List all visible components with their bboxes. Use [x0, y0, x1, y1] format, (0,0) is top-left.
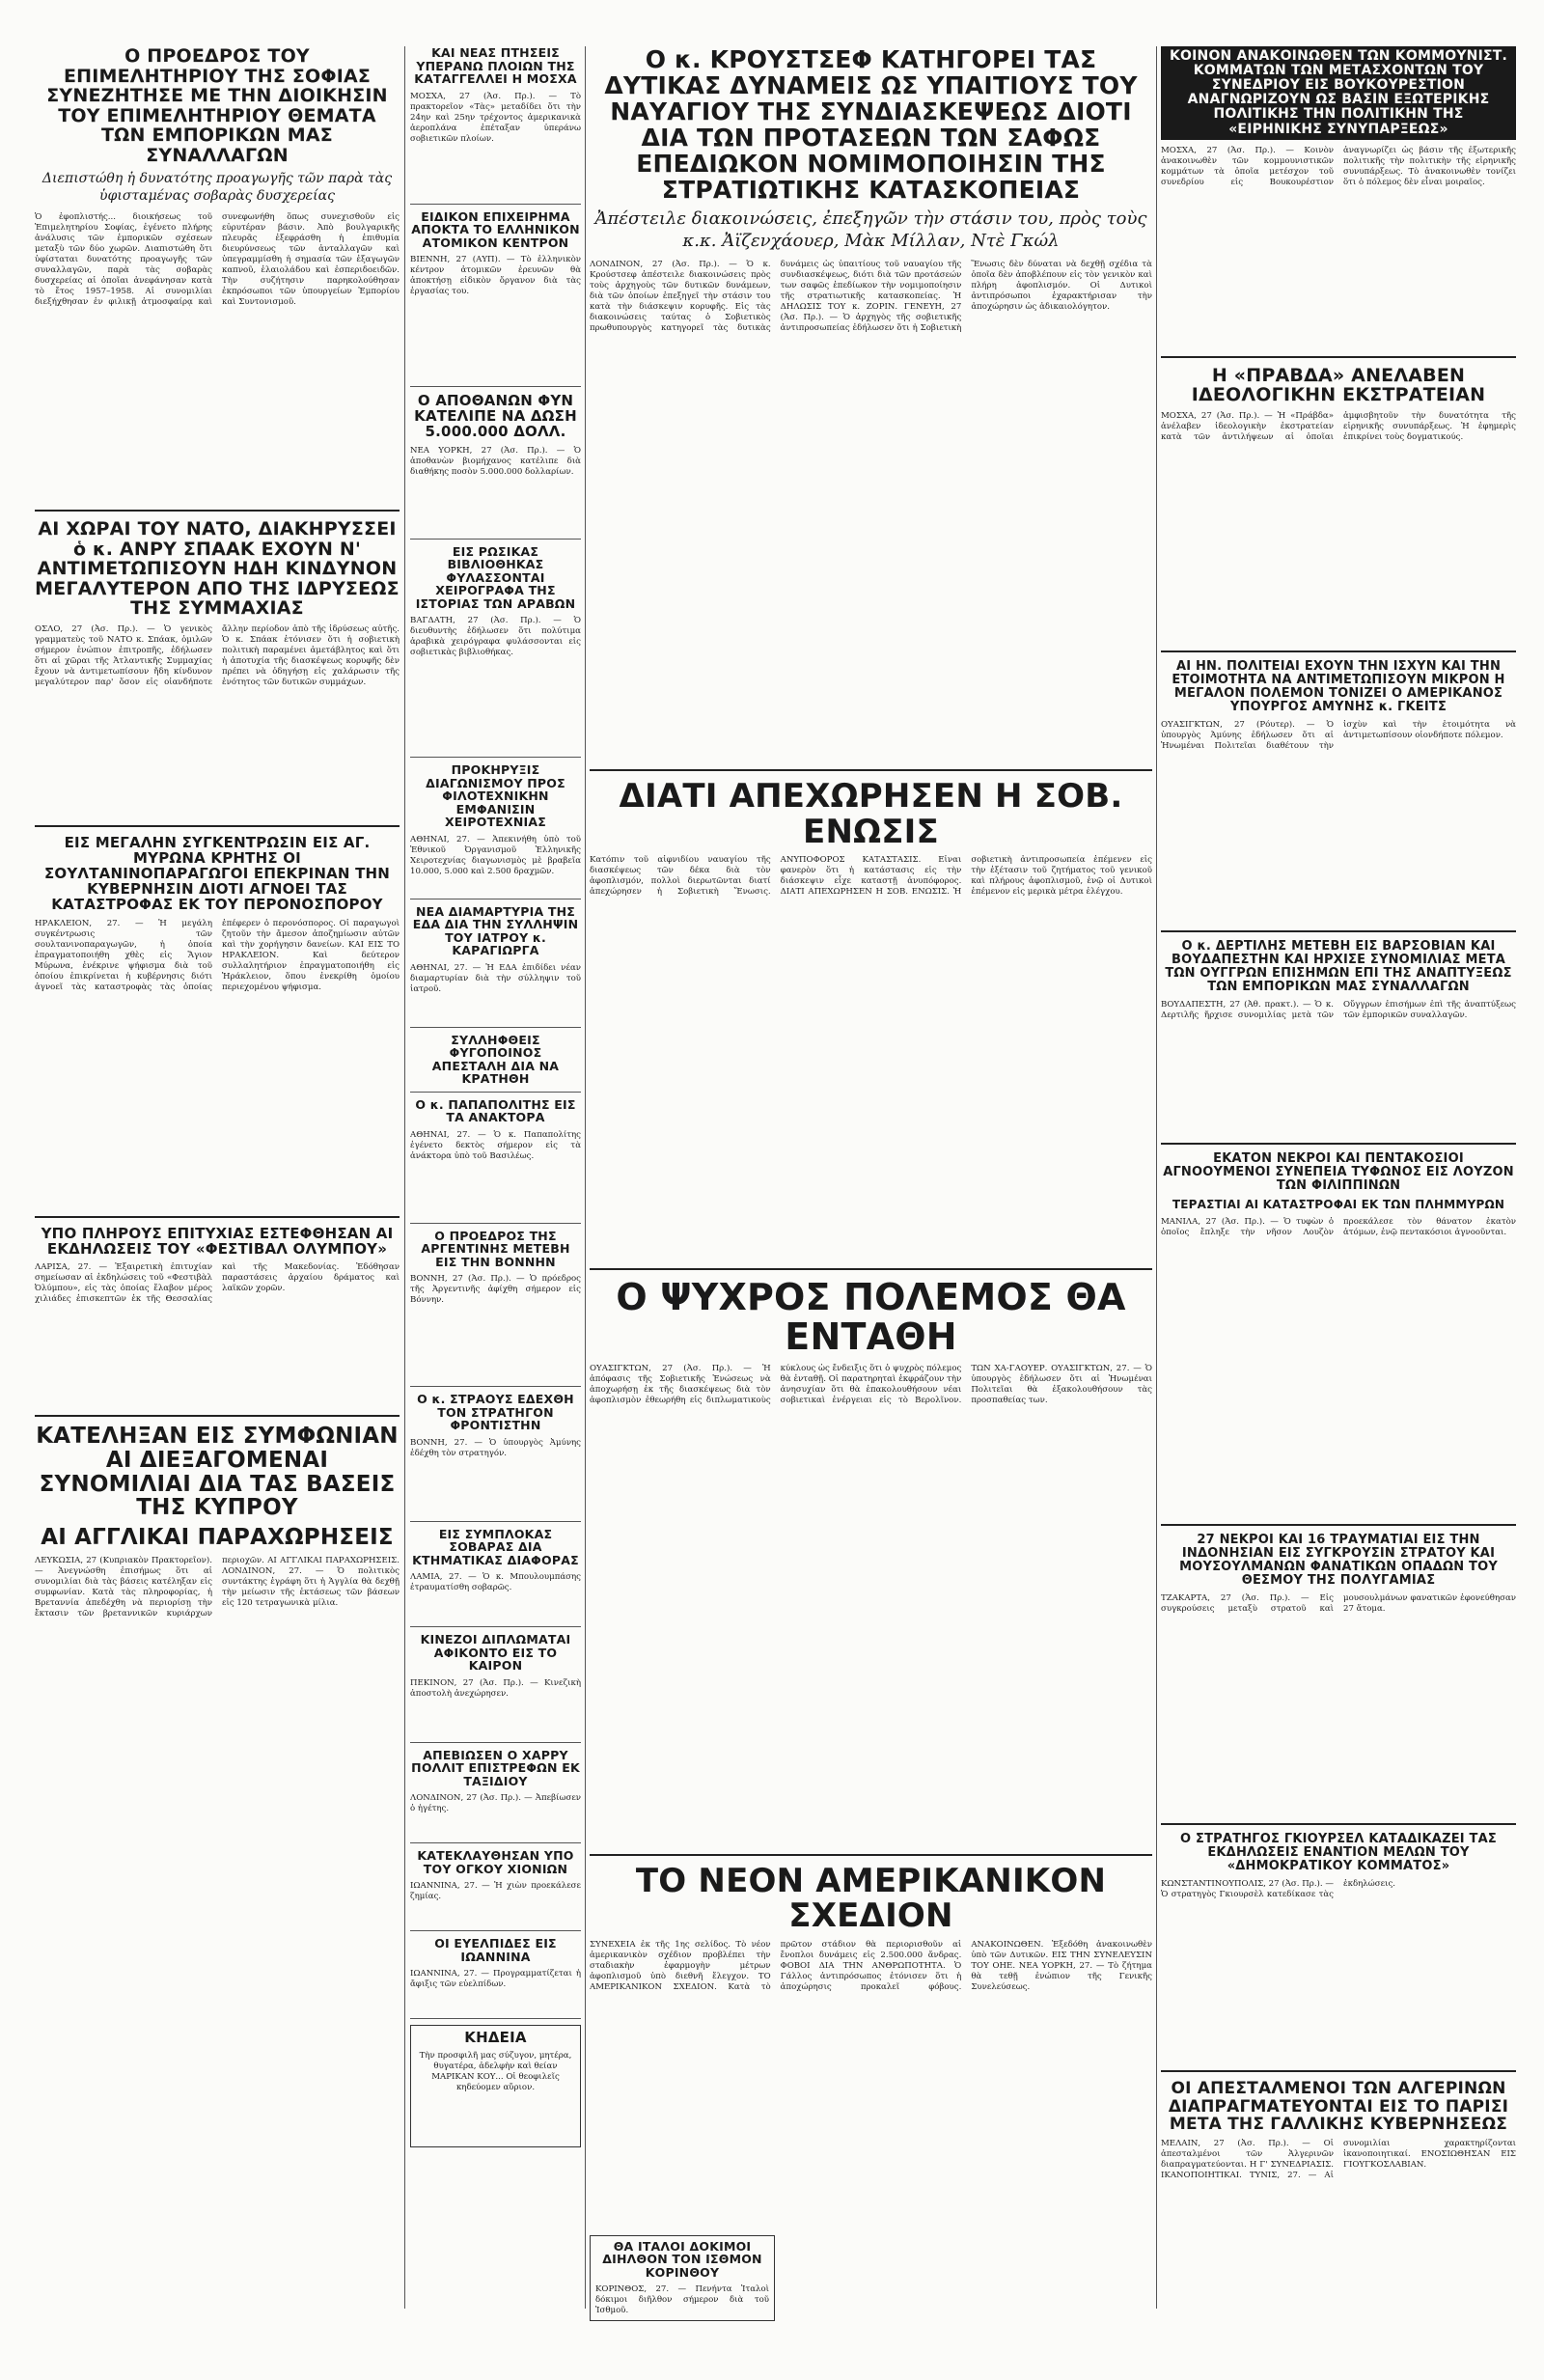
article-festival-body: ΛΑΡΙΣΑ, 27. — Ἐξαιρετικὴ ἐπιτυχίαν σημείωσαν αἱ ἐκδηλώσεις τοῦ «Φεστιβὰλ Ὀλύμπου», εἰς τὰς ὁποίας ἔλαβον μέρος χιλιάδες ἐπισκεπτῶν ἐκ τῆς Θεσσαλίας καὶ τῆς Μακεδονίας. Ἐδόθησαν παραστάσεις ἀρχαίου δράματος καὶ λαϊκῶν χορῶν. [35, 1261, 400, 1304]
headline-nato-spaak: ΑΙ ΧΩΡΑΙ ΤΟΥ ΝΑΤΟ, ΔΙΑΚΗΡΥΣΣΕΙ ὁ κ. ΑΝΡΥ ΣΠΑΑΚ ΕΧΟΥΝ Ν' ΑΝΤΙΜΕΤΩΠΙΣΟΥΝ ΗΔΗ ΚΙΝΔΥΝΟΝ ΜΕΓΑΛΥΤΕΡΟΝ ΑΠΟ ΤΗΣ ΙΔΡΥΣΕΩΣ ΤΗΣ ΣΥΜΜΑΧΙΑΣ [35, 518, 400, 620]
article-papapolitis-body: ΑΘΗΝΑΙ, 27. — Ὁ κ. Παπαπολίτης ἐγένετο δεκτὸς σήμερον εἰς τὰ ἀνάκτορα ὑπὸ τοῦ Βασιλέως. [410, 1129, 581, 1161]
headline-crete-growers: ΕΙΣ ΜΕΓΑΛΗΝ ΣΥΓΚΕΝΤΡΩΣΙΝ ΕΙΣ ΑΓ. ΜΥΡΩΝΑ ΚΡΗΤΗΣ ΟΙ ΣΟΥΛΤΑΝΙΝΟΠΑΡΑΓΩΓΟΙ ΕΠΕΚΡΙΝΑΝ ΤΗΝ ΚΥΒΕΡΝΗΣΙΝ ΔΙΟΤΙ ΑΓΝΟΕΙ ΤΑΣ ΚΑΤΑΣΤΡΟΦΑΣ ΕΚ ΤΟΥ ΠΕΡΟΝΟΣΠΟΡΟΥ [43, 833, 391, 914]
headline-italian-cadets: ΘΑ ΙΤΑΛΟΙ ΔΟΚΙΜΟΙ ΔΙΗΛΘΟΝ ΤΟΝ ΙΣΘΜΟΝ ΚΟΡΙΝΘΟΥ [602, 2238, 762, 2280]
divider [35, 1216, 400, 1218]
divider [410, 204, 581, 205]
headline-arab-manuscripts: ΕΙΣ ΡΩΣΙΚΑΣ ΒΙΒΛΙΟΘΗΚΑΣ ΦΥΛΑΣΣΟΝΤΑΙ ΧΕΙΡΟΓΡΑΦΑ ΤΗΣ ΙΣΤΟΡΙΑΣ ΤΩΝ ΑΡΑΒΩΝ [415, 543, 576, 611]
headline-land-dispute: ΕΙΣ ΣΥΜΠΛΟΚΑΣ ΣΟΒΑΡΑΣ ΔΙΑ ΚΤΗΜΑΤΙΚΑΣ ΔΙΑΦΟΡΑΣ [412, 1526, 579, 1567]
divider [1161, 650, 1516, 652]
divider [410, 539, 581, 540]
article-eda-body: ΑΘΗΝΑΙ, 27. — Ἡ ΕΔΑ ἐπιδίδει νέαν διαμαρτυρίαν διὰ τὴν σύλληψιν τοῦ ἰατροῦ. [410, 962, 581, 994]
article-withdrawal-body: Κατόπιν τοῦ αἰφνιδίου ναυαγίου τῆς διασκέψεως τῶν δέκα διὰ τὸν ἀφοπλισμόν, πολλοὶ διερωτῶνται διατί ἀπεχώρησεν ἡ Σοβιετικὴ Ἕνωσις. ΑΝΥΠΟΦΟΡΟΣ ΚΑΤΑΣΤΑΣΙΣ. Εἶναι φανερὸν ὅτι ἡ κατάστασις εἰς τὴν διάσκεψιν εἶχε καταστῇ ἀνυπόφορος. ΔΙΑΤΙ ΑΠΕΧΩΡΗΣΕΝ Η ΣΟΒ. ΕΝΩΣΙΣ. Ἡ σοβιετικὴ ἀντιπροσωπεία ἐπέμενεν εἰς τὴν ἐξέτασιν τοῦ ζητήματος τοῦ γενικοῦ καὶ πλήρους ἀφοπλισμοῦ, ἐνῷ οἱ Δυτικοὶ ἐπέμενον εἰς μερικὰ μέτρα ἐλέγχου. [590, 855, 1152, 898]
column-4 [1161, 46, 1516, 2309]
divider [1161, 930, 1516, 932]
headline-bequest: Ο ΑΠΟΘΑΝΩΝ ΦΥΝ ΚΑΤΕΛΙΠΕ ΝΑ ΔΩΣΗ 5.000.000 ΔΟΛΛ. [414, 392, 577, 441]
divider [410, 1223, 581, 1224]
article-cadets-body: ΙΩΑΝΝΙΝΑ, 27. — Προγραμματίζεται ἡ ἄφιξις τῶν εὐελπίδων. [410, 1969, 581, 1990]
article-cold-war-body: ΟΥΑΣΙΓΚΤΩΝ, 27 (Ἀσ. Πρ.). — Ἡ ἀπόφασις τῆς Σοβιετικῆς Ἑνώσεως νὰ ἀποχωρήσῃ ἐκ τῆς διασκέψεως διὰ τὸν ἀφοπλισμὸν ἐθεωρήθη εἰς διπλωματικοὺς κύκλους ὡς ἔνδειξις ὅτι ὁ ψυχρὸς πόλεμος θὰ ἐνταθῇ. Οἱ παρατηρηταὶ ἐκφράζουν τὴν ἀνησυχίαν ὅτι θὰ ἐπακολουθήσουν νέαι σοβιετικαὶ ἐνέργειαι εἰς τὸ Βερολῖνον. ΤΩΝ ΧΑ-ΓΑΟΥΕΡ. ΟΥΑΣΙΓΚΤΩΝ, 27. — Ὁ ὑπουργὸς ἐδήλωσεν ὅτι αἱ Ἡνωμέναι Πολιτεῖαι θὰ ἐξακολουθήσουν τὰς προσπαθείας των. [590, 1363, 1152, 1405]
subheadline-sofia: Διεπιστώθη ἡ δυνατότης προαγωγῆς τῶν παρὰ τὰς ὑφισταμένας σοβαρὰς δυσχερείας [41, 171, 393, 204]
headline-us-defense: ΑΙ ΗΝ. ΠΟΛΙΤΕΙΑΙ ΕΧΟΥΝ ΤΗΝ ΙΣΧΥΝ ΚΑΙ ΤΗΝ ΕΤΟΙΜΟΤΗΤΑ ΝΑ ΑΝΤΙΜΕΤΩΠΙΣΟΥΝ ΜΙΚΡΟΝ Η ΜΕΓΑΛΟΝ ΠΟΛΕΜΟΝ ΤΟΝΙΖΕΙ Ο ΑΜΕΡΙΚΑΝΟΣ ΥΠΟΥΡΓΟΣ ΑΜΥΝΗΣ κ. ΓΚΕΙΤΣ [1172, 658, 1505, 714]
column-1 [35, 46, 400, 2309]
divider [410, 1626, 581, 1627]
article-diplomats-body: ΠΕΚΙΝΟΝ, 27 (Ἀσ. Πρ.). — Κινεζικὴ ἀποστολὴ ἀνεχώρησεν. [410, 1677, 581, 1699]
article-italian-cadets-body: ΚΟΡΙΝΘΟΣ, 27. — Πενήντα Ἰταλοὶ δόκιμοι διῆλθον σήμερον διὰ τοῦ Ἰσθμοῦ. [595, 2284, 769, 2316]
divider [410, 757, 581, 758]
headline-papapolitis: Ο κ. ΠΑΠΑΠΟΛΙΤΗΣ ΕΙΣ ΤΑ ΑΝΑΚΤΟΡΑ [415, 1096, 576, 1125]
article-contest-body: ΑΘΗΝΑΙ, 27. — Ἀπεκινήθη ὑπὸ τοῦ Ἐθνικοῦ Ὀργανισμοῦ Ἑλληνικῆς Χειροτεχνίας διαγωνισμὸς μὲ βραβεῖα 10.000, 5.000 καὶ 2.500 δραχμῶν. [410, 834, 581, 876]
divider [35, 825, 400, 827]
headline-typhoon-luzon: ΕΚΑΤΟΝ ΝΕΚΡΟΙ ΚΑΙ ΠΕΝΤΑΚΟΣΙΟΙ ΑΓΝΟΟΥΜΕΝΟΙ ΣΥΝΕΠΕΙΑ ΤΥΦΩΝΟΣ ΕΙΣ ΛΟΥΖΟΝ ΤΩΝ ΦΙΛΙΠΠΙΝΩΝ [1163, 1150, 1514, 1193]
funeral-notice [410, 2025, 581, 2147]
article-algerians-body: ΜΕΛΑΙΝ, 27 (Ἀσ. Πρ.). — Οἱ ἀπεσταλμένοι τῶν Ἀλγερινῶν διαπραγματεύονται. Η Γ' ΣΥΝΕΔΡΙΑΣΙΣ. ΙΚΑΝΟΠΟΙΗΤΙΚΑΙ. ΤΥΝΙΣ, 27. — Αἱ συνομιλίαι χαρακτηρίζονται ἱκανοποιητικαί. ΕΝΟΣΙΩΘΗΣΑΝ ΕΙΣ ΓΙΟΥΓΚΟΣΛΑΒΙΑΝ. [1161, 2139, 1516, 2181]
article-pravda-body: ΜΟΣΧΑ, 27 (Ἀσ. Πρ.). — Ἡ «Πράβδα» ἀνέλαβεν ἰδεολογικὴν ἐκστρατείαν κατὰ τῶν ἀντιλήψεων αἱ ὁποῖαι ἀμφισβητοῦν τὴν δυνατότητα τῆς εἰρηνικῆς συνυπάρξεως. Ἡ ἐφημερὶς ἐπικρίνει τοὺς δογματικούς. [1161, 410, 1516, 442]
divider [1161, 1823, 1516, 1825]
divider [410, 1027, 581, 1028]
funeral-title: ΚΗΔΕΙΑ [464, 2029, 527, 2047]
subheadline-khrushchev: Ἀπέστειλε διακοινώσεις, ἐπεξηγῶν τὴν στάσιν του, πρὸς τοὺς κ.κ. Ἀϊζενχάουερ, Μὰκ Μίλλαν, Ντὲ Γκώλ [594, 208, 1147, 251]
article-khrushchev-body: ΛΟΝΔΙΝΟΝ, 27 (Ἀσ. Πρ.). — Ὁ κ. Κρούστσεφ ἀπέστειλε διακοινώσεις πρὸς τοὺς ἀρχηγοὺς τῶν δυτικῶν δυνάμεων, διὰ τῶν ὁποίων ἐπεξηγεῖ τὴν στάσιν του κατὰ τὴν διάσκεψιν κορυφῆς. Εἰς τὰς διακοινώσεις ταύτας ὁ Σοβιετικὸς πρωθυπουργὸς κατηγορεῖ τὰς δυτικὰς δυνάμεις ὡς ὑπαιτίους τοῦ ναυαγίου τῆς συνδιασκέψεως, διότι διὰ τῶν προτάσεών των σαφῶς ἐπεδίωκον τὴν νομιμοποίησιν τῆς στρατιωτικῆς κατασκοπείας. Ἡ ΔΗΛΩΣΙΣ ΤΟΥ κ. ΖΟΡΙΝ. ΓΕΝΕΥΗ, 27 (Ἀσ. Πρ.). — Ὁ ἀρχηγὸς τῆς σοβιετικῆς ἀντιπροσωπείας ἐδήλωσεν ὅτι ἡ Σοβιετικὴ Ἕνωσις δὲν δύναται νὰ δεχθῇ σχέδια τὰ ὁποῖα δὲν ἀποβλέπουν εἰς τὸν γενικὸν καὶ πλήρη ἀφοπλισμόν. Οἱ Δυτικοὶ ἀντιπρόσωποι ἐχαρακτήρισαν τὴν ἀποχώρησιν ὡς ἀδικαιολόγητον. [590, 260, 1152, 333]
headline-khrushchev: Ο κ. ΚΡΟΥΣΤΣΕΦ ΚΑΤΗΓΟΡΕΙ ΤΑΣ ΔΥΤΙΚΑΣ ΔΥΝΑΜΕΙΣ ΩΣ ΥΠΑΙΤΙΟΥΣ ΤΟΥ ΝΑΥΑΓΙΟΥ ΤΗΣ ΣΥΝΔΙΑΣΚΕΨΕΩΣ ΔΙΟΤΙ ΔΙΑ ΤΩΝ ΠΡΟΤΑΣΕΩΝ ΤΩΝ ΣΑΦΩΣ ΕΠΕΔΙΩΚΟΝ ΝΟΜΙΜΟΠΟΙΗΣΙΝ ΤΗΣ ΣΤΡΑΤΙΩΤΙΚΗΣ ΚΑΤΑΣΚΟΠΕΙΑΣ [604, 45, 1138, 204]
article-snow-body: ΙΩΑΝΝΙΝΑ, 27. — Ἡ χιὼν προεκάλεσε ζημίας. [410, 1881, 581, 1902]
divider [35, 1415, 400, 1417]
column-divider [1156, 46, 1157, 2309]
headline-argentina-bonn: Ο ΠΡΟΕΔΡΟΣ ΤΗΣ ΑΡΓΕΝΤΙΝΗΣ ΜΕΤΕΒΗ ΕΙΣ ΤΗΝ ΒΟΝΝΗΝ [421, 1228, 570, 1269]
headline-strauss: Ο κ. ΣΤΡΑΟΥΣ ΕΔΕΧΘΗ ΤΟΝ ΣΤΡΑΤΗΓΟΝ ΦΡΟΝΤΙΣΤΗΝ [417, 1392, 574, 1433]
column-3 [590, 45, 1152, 2316]
headline-algerians: ΟΙ ΑΠΕΣΤΑΛΜΕΝΟΙ ΤΩΝ ΑΛΓΕΡΙΝΩΝ ΔΙΑΠΡΑΓΜΑΤΕΥΟΝΤΑΙ ΕΙΣ ΤΟ ΠΑΡΙΣΙ ΜΕΤΑ ΤΗΣ ΓΑΛΛΙΚΗΣ ΚΥΒΕΡΝΗΣΕΩΣ [1168, 2079, 1509, 2134]
headline-soviet-withdrawal: ΔΙΑΤΙ ΑΠΕΧΩΡΗΣΕΝ Η ΣΟΒ. ΕΝΩΣΙΣ [619, 777, 1123, 851]
article-indonesia-body: ΤΖΑΚΑΡΤΑ, 27 (Ἀσ. Πρ.). — Εἰς συγκρούσεις μεταξὺ στρατοῦ καὶ μουσουλμάνων φανατικῶν ἐφονεύθησαν 27 ἄτομα. [1161, 1593, 1516, 1615]
headline-moscow-flights: ΚΑΙ ΝΕΑΣ ΠΤΗΣΕΙΣ ΥΠΕΡΑΝΩ ΠΛΟΙΩΝ ΤΗΣ ΚΑΤΑΓΓΕΛΛΕΙ Η ΜΟΣΧΑ [414, 45, 577, 86]
divider [590, 1268, 1152, 1270]
headline-british-concessions: ΑΙ ΑΓΓΛΙΚΑΙ ΠΑΡΑΧΩΡΗΣΕΙΣ [41, 1525, 394, 1551]
box-italian-cadets [590, 2235, 775, 2322]
headline-cadets-ioannina: ΟΙ ΕΥΕΛΠΙΔΕΣ ΕΙΣ ΙΩΑΝΝΙΝΑ [434, 1936, 557, 1964]
headline-communist-parties: ΚΟΙΝΟΝ ΑΝΑΚΟΙΝΩΘΕΝ ΤΩΝ ΚΟΜΜΟΥΝΙΣΤ. ΚΟΜΜΑΤΩΝ ΤΩΝ ΜΕΤΑΣΧΟΝΤΩΝ ΤΟΥ ΣΥΝΕΔΡΙΟΥ ΕΙΣ ΒΟΥΚΟΥΡΕΣΤΙΟΝ ΑΝΑΓΝΩΡΙΖΟΥΝ ΩΣ ΒΑΣΙΝ ΕΞΩΤΕΡΙΚΗΣ ΠΟΛΙΤΙΚΗΣ ΤΗΝ ΠΟΛΙΤΙΚΗΝ ΤΗΣ «ΕΙΡΗΝΙΚΗΣ ΣΥΝΥΠΑΡΞΕΩΣ» [1161, 46, 1516, 140]
headline-harry-pollitt: ΑΠΕΒΙΩΣΕΝ Ο ΧΑΡΡΥ ΠΟΛΛΙΤ ΕΠΙΣΤΡΕΦΩΝ ΕΚ ΤΑΞΙΔΙΟΥ [411, 1747, 580, 1788]
divider [590, 1854, 1152, 1856]
divider [35, 510, 400, 512]
divider [1161, 356, 1516, 358]
article-gursel-body: ΚΩΝΣΤΑΝΤΙΝΟΥΠΟΛΙΣ, 27 (Ἀσ. Πρ.). — Ὁ στρατηγὸς Γκιουρσὲλ κατεδίκασε τὰς ἐκδηλώσεις. [1161, 1879, 1395, 1900]
headline-dertilis: Ο κ. ΔΕΡΤΙΛΗΣ ΜΕΤΕΒΗ ΕΙΣ ΒΑΡΣΟΒΙΑΝ ΚΑΙ ΒΟΥΔΑΠΕΣΤΗΝ ΚΑΙ ΗΡΧΙΣΕ ΣΥΝΟΜΙΛΙΑΣ ΜΕΤΑ ΤΩΝ ΟΥΓΓΡΩΝ ΕΠΙΣΗΜΩΝ ΕΠΙ ΤΗΣ ΑΝΑΠΤΥΞΕΩΣ ΤΩΝ ΕΜΠΟΡΙΚΩΝ ΜΑΣ ΣΥΝΑΛΛΑΓΩΝ [1165, 938, 1512, 994]
divider [410, 386, 581, 387]
headline-fugitive: ΣΥΛΛΗΦΘΕΙΣ ΦΥΓΟΠΟΙΝΟΣ ΑΠΕΣΤΑΛΗ ΔΙΑ ΝΑ ΚΡΑΤΗΘΗ [431, 1032, 560, 1087]
column-2 [410, 46, 581, 2309]
article-typhoon-body: ΜΑΝΙΛΑ, 27 (Ἀσ. Πρ.). — Ὁ τυφὼν ὁ ὁποῖος ἔπληξε τὴν νῆσον Λουζὸν προεκάλεσε τὸν θάνατον ἑκατὸν ἀτόμων, ἐνῷ πεντακόσιοι ἀγνοοῦνται. [1161, 1216, 1516, 1237]
article-bequest-body: ΝΕΑ ΥΟΡΚΗ, 27 (Ἀσ. Πρ.). — Ὁ ἀποθανὼν βιομήχανος κατέλιπε διὰ διαθήκης ποσὸν 5.000.000 δολλαρίων. [410, 445, 581, 477]
headline-sofia-chamber: Ο ΠΡΟΕΔΡΟΣ ΤΟΥ ΕΠΙΜΕΛΗΤΗΡΙΟΥ ΤΗΣ ΣΟΦΙΑΣ ΣΥΝΕΖΗΤΗΣΕ ΜΕ ΤΗΝ ΔΙΟΙΚΗΣΙΝ ΤΟΥ ΕΠΙΜΕΛΗΤΗΡΙΟΥ ΘΕΜΑΤΑ ΤΩΝ ΕΜΠΟΡΙΚΩΝ ΜΑΣ ΣΥΝΑΛΛΑΓΩΝ [46, 45, 388, 166]
divider [410, 1521, 581, 1522]
headline-pravda: Η «ΠΡΑΒΔΑ» ΑΝΕΛΑΒΕΝ ΙΔΕΟΛΟΓΙΚΗΝ ΕΚΣΤΡΑΤΕΙΑΝ [1191, 364, 1486, 406]
article-crete-body: ΗΡΑΚΛΕΙΟΝ, 27. — Ἡ μεγάλη συγκέντρωσις τῶν σουλτανινοπαραγωγῶν, ἡ ὁποία ἐπραγματοποιήθη χθὲς εἰς Ἅγιον Μύρωνα, ἐνέκρινε ψήφισμα διὰ τοῦ ὁποίου ἐπικρίνεται ἡ κυβέρνησις διότι ἀγνοεῖ τὰς καταστροφὰς τὰς ὁποίας ἐπέφερεν ὁ περονόσπορος. Οἱ παραγωγοὶ ζητοῦν τὴν ἄμεσον ἀποζημίωσιν αὐτῶν καὶ τὴν χορήγησιν δανείων. ΚΑΙ ΕΙΣ ΤΟ ΗΡΑΚΛΕΙΟΝ. Καὶ δεύτερον συλλαλητήριον ἐπραγματοποιήθη εἰς Ἡράκλειον, ὅπου ἐνεκρίθη ὁμοίου περιεχομένου ψήφισμα. [35, 918, 400, 992]
divider [410, 1742, 581, 1743]
article-nato-body: ΟΣΛΟ, 27 (Ἀσ. Πρ.). — Ὁ γενικὸς γραμματεὺς τοῦ ΝΑΤΟ κ. Σπάακ, ὁμιλῶν σήμερον ἐνώπιον ἐπιτροπῆς, ἐδήλωσεν ὅτι αἱ χῶραι τῆς Ἀτλαντικῆς Συμμαχίας ἔχουν νὰ ἀντιμετωπίσουν ἤδη κίνδυνον μεγαλύτερον παρ' ὅσον εἰς οἱανδήποτε ἄλλην περίοδον ἀπὸ τῆς ἱδρύσεως αὐτῆς. Ὁ κ. Σπάακ ἐτόνισεν ὅτι ἡ σοβιετικὴ πολιτικὴ παραμένει ἀμετάβλητος καὶ ὅτι ἡ ἀποτυχία τῆς διασκέψεως κορυφῆς δὲν πρέπει νὰ ὁδηγήσῃ εἰς χαλάρωσιν τῆς ἑνότητος τῶν δυτικῶν συμμάχων. [35, 623, 400, 687]
headline-chinese-diplomats: ΚΙΝΕΖΟΙ ΔΙΠΛΩΜΑΤΑΙ ΑΦΙΚΟΝΤΟ ΕΙΣ ΤΟ ΚΑΙΡΟΝ [420, 1632, 571, 1674]
article-flights-body: ΜΟΣΧΑ, 27 (Ἀσ. Πρ.). — Τὸ πρακτορεῖον «Τὰς» μεταδίδει ὅτι τὴν 24ην καὶ 25ην τρέχοντος ἀμερικανικὰ ἀεροπλάνα ἐπέταξαν ὑπεράνω σοβιετικῶν πλοίων. [410, 91, 581, 144]
divider [410, 1386, 581, 1387]
headline-american-plan: ΤΟ ΝΕΟΝ ΑΜΕΡΙΚΑΝΙΚΟΝ ΣΧΕΔΙΟΝ [635, 1861, 1107, 1936]
article-american-plan-body: ΣΥΝΕΧΕΙΑ ἐκ τῆς 1ης σελίδος. Τὸ νέον ἀμερικανικὸν σχέδιον προβλέπει τὴν σταδιακὴν ἐφαρμογὴν μέτρων ἀφοπλισμοῦ ὑπὸ διεθνῆ ἔλεγχον. ΤΟ ΑΜΕΡΙΚΑΝΙΚΟΝ ΣΧΕΔΙΟΝ. Κατὰ τὸ πρῶτον στάδιον θὰ περιορισθοῦν αἱ ἔνοπλοι δυνάμεις εἰς 2.500.000 ἄνδρας. ΦΟΒΟΙ ΔΙΑ ΤΗΝ ΑΝΘΡΩΠΟΤΗΤΑ. Ὁ Γάλλος ἀντιπρόσωπος ἐτόνισεν ὅτι ἡ ἀποχώρησις προκαλεῖ φόβους. ΑΝΑΚΟΙΝΩΘΕΝ. Ἐξεδόθη ἀνακοινωθὲν ὑπὸ τῶν Δυτικῶν. ΕΙΣ ΤΗΝ ΣΥΝΕΛΕΥΣΙΝ ΤΟΥ ΟΗΕ. ΝΕΑ ΥΟΡΚΗ, 27. — Τὸ ζήτημα θὰ τεθῇ ἐνώπιον τῆς Γενικῆς Συνελεύσεως. [590, 1939, 1152, 1992]
divider [410, 1092, 581, 1093]
divider [1161, 1143, 1516, 1145]
article-us-defense-body: ΟΥΑΣΙΓΚΤΩΝ, 27 (Ρόυτερ). — Ὁ ὑπουργὸς Ἀμύνης ἐδήλωσεν ὅτι αἱ Ἡνωμέναι Πολιτεῖαι διαθέτουν τὴν ἰσχὺν καὶ τὴν ἑτοιμότητα νὰ ἀντιμετωπίσουν οἱονδήποτε πόλεμον. [1161, 719, 1516, 751]
headline-floods: ΤΕΡΑΣΤΙΑΙ ΑΙ ΚΑΤΑΣΤΡΟΦΑΙ ΕΚ ΤΩΝ ΠΛΗΜΜΥΡΩΝ [1172, 1198, 1505, 1212]
divider [1161, 2070, 1516, 2072]
article-atomic-body: ΒΙΕΝΝΗ, 27 (ΑΥΠ). — Τὸ ἑλληνικὸν κέντρον ἀτομικῶν ἐρευνῶν θὰ ἀποκτήσῃ εἰδικὸν ὄργανον διὰ τὰς ἐργασίας του. [410, 255, 581, 296]
divider [410, 1842, 581, 1843]
article-communist-body: ΜΟΣΧΑ, 27 (Ἀσ. Πρ.). — Κοινὸν ἀνακοινωθὲν τῶν κομμουνιστικῶν κομμάτων τὰ ὁποῖα μετέσχον τοῦ συνεδρίου εἰς Βουκουρέστιον ἀναγνωρίζει ὡς βάσιν τῆς ἐξωτερικῆς πολιτικῆς τὴν πολιτικὴν τῆς εἰρηνικῆς συνυπάρξεως. Τὸ ἀνακοινωθὲν τονίζει ὅτι ὁ πόλεμος δὲν εἶναι μοιραῖος. [1161, 145, 1516, 187]
column-divider [585, 46, 586, 2309]
headline-atomic-center: ΕΙΔΙΚΟΝ ΕΠΙΧΕΙΡΗΜΑ ΑΠΟΚΤΑ ΤΟ ΕΛΛΗΝΙΚΟΝ ΑΤΟΜΙΚΟΝ ΚΕΝΤΡΟΝ [411, 208, 580, 250]
headline-cold-war: Ο ΨΥΧΡΟΣ ΠΟΛΕΜΟΣ ΘΑ ΕΝΤΑΘΗ [616, 1276, 1126, 1359]
divider [410, 1930, 581, 1931]
headline-gursel: Ο ΣΤΡΑΤΗΓΟΣ ΓΚΙΟΥΡΣΕΛ ΚΑΤΑΔΙΚΑΖΕΙ ΤΑΣ ΕΚΔΗΛΩΣΕΙΣ ΕΝΑΝΤΙΟΝ ΜΕΛΩΝ ΤΟΥ «ΔΗΜΟΚΡΑΤΙΚΟΥ ΚΟΜΜΑΤΟΣ» [1180, 1832, 1497, 1874]
headline-eda-protest: ΝΕΑ ΔΙΑΜΑΡΤΥΡΙΑ ΤΗΣ ΕΔΑ ΔΙΑ ΤΗΝ ΣΥΛΛΗΨΙΝ ΤΟΥ ΙΑΤΡΟΥ κ. ΚΑΡΑΓΙΩΡΓΑ [412, 903, 579, 958]
article-strauss-body: ΒΟΝΝΗ, 27. — Ὁ ὑπουργὸς Ἀμύνης ἐδέχθη τὸν στρατηγόν. [410, 1437, 581, 1458]
article-dispute-body: ΛΑΜΙΑ, 27. — Ὁ κ. Μπουλουμπάσης ἐτραυματίσθη σοβαρῶς. [410, 1572, 581, 1593]
divider [410, 2018, 581, 2019]
divider [590, 769, 1152, 771]
headline-cyprus-bases: ΚΑΤΕΛΗΞΑΝ ΕΙΣ ΣΥΜΦΩΝΙΑΝ ΑΙ ΔΙΕΞΑΓΟΜΕΝΑΙ ΣΥΝΟΜΙΛΙΑΙ ΔΙΑ ΤΑΣ ΒΑΣΕΙΣ ΤΗΣ ΚΥΠΡΟΥ [36, 1423, 399, 1521]
article-sofia-body: Ὁ ἐφοπλιστής... διοικήσεως τοῦ Ἐπιμελητηρίου Σοφίας, ἐγένετο πλήρης ἀνάλυσις τῶν ἐμπορικῶν σχέσεων μεταξὺ τῶν δύο χωρῶν. Διαπιστώθη ὅτι ὑφίσταται δυνατότης προαγωγῆς τῶν συναλλαγῶν, παρὰ τὰς σοβαρὰς δυσχερείας αἱ ὁποῖαι ἀνεφάνησαν κατὰ τὸ ἔτος 1957–1958. Αἱ συνομιλίαι διεξήχθησαν ἐν φιλικῇ ἀτμοσφαίρᾳ καὶ συνεφωνήθη ὅπως συνεχισθοῦν εἰς εὐρυτέραν βάσιν. Ἀπὸ βουλγαρικῆς πλευρᾶς ἐξεφράσθη ἡ ἐπιθυμία διευρύνσεως τῶν ἀνταλλαγῶν καὶ ὑπεγραμμίσθη ἡ σημασία τῶν ἐξαγωγῶν καπνοῦ, ἐλαιολάδου καὶ ἐσπεριδοειδῶν. Τὴν συζήτησιν παρηκολούθησαν ἐκπρόσωποι τῶν ὑπουργείων Ἐμπορίου καὶ Συντονισμοῦ. [35, 212, 400, 308]
divider [1161, 1524, 1516, 1526]
article-argentina-body: ΒΟΝΝΗ, 27 (Ἀσ. Πρ.). — Ὁ πρόεδρος τῆς Ἀργεντινῆς ἀφίχθη σήμερον εἰς Βόννην. [410, 1274, 581, 1306]
headline-handicraft-contest: ΠΡΟΚΗΡΥΞΙΣ ΔΙΑΓΩΝΙΣΜΟΥ ΠΡΟΣ ΦΙΛΟΤΕΧΝΙΚΗΝ ΕΜΦΑΝΙΣΙΝ ΧΕΙΡΟΤΕΧΝΙΑΣ [426, 762, 565, 830]
article-cyprus-body: ΛΕΥΚΩΣΙΑ, 27 (Κυπριακὸν Πρακτορεῖον). — Ἀνεγνώσθη ἐπισήμως ὅτι αἱ συνομιλίαι διὰ τὰς βάσεις κατέληξαν εἰς συμφωνίαν. Κατὰ τὰς πληροφορίας, ἡ Βρεταννία ἀπεδέχθη νὰ περιορίσῃ τὴν ἔκτασιν τῶν βρεταννικῶν κυριάρχων περιοχῶν. ΑΙ ΑΓΓΛΙΚΑΙ ΠΑΡΑΧΩΡΗΣΕΙΣ. ΛΟΝΔΙΝΟΝ, 27. — Ὁ πολιτικὸς συντάκτης ἐγράφη ὅτι ἡ Ἀγγλία θὰ δεχθῇ τὴν μείωσιν τῆς ἐκτάσεως τῶν βάσεων εἰς 120 τετραγωνικὰ μίλια. [35, 1556, 400, 1619]
article-pollitt-body: ΛΟΝΔΙΝΟΝ, 27 (Ἀσ. Πρ.). — Ἀπεβίωσεν ὁ ἡγέτης. [410, 1793, 581, 1814]
headline-olympus-festival: ΥΠΟ ΠΛΗΡΟΥΣ ΕΠΙΤΥΧΙΑΣ ΕΣΤΕΦΘΗΣΑΝ ΑΙ ΕΚΔΗΛΩΣΕΙΣ ΤΟΥ «ΦΕΣΤΙΒΑΛ ΟΛΥΜΠΟΥ» [41, 1224, 394, 1258]
funeral-body: Τὴν προσφιλῆ μας σύζυγον, μητέρα, θυγατέρα, ἀδελφὴν καὶ θείαν ΜΑΡΙΚΑΝ ΚΟΥ... Οἱ θεοφιλεῖς κηδεύομεν αὔριον. [419, 2051, 572, 2093]
article-manuscripts-body: ΒΑΓΔΑΤΗ, 27 (Ἀσ. Πρ.). — Ὁ διευθυντὴς ἐδήλωσεν ὅτι πολύτιμα ἀραβικὰ χειρόγραφα φυλάσσονται εἰς σοβιετικὰς βιβλιοθήκας. [410, 616, 581, 658]
article-dertilis-body: ΒΟΥΔΑΠΕΣΤΗ, 27 (Ἀθ. πρακτ.). — Ὁ κ. Δερτιλῆς ἤρχισε συνομιλίας μετὰ τῶν Οὔγγρων ἐπισήμων ἐπὶ τῆς ἀναπτύξεως τῶν ἐμπορικῶν συναλλαγῶν. [1161, 999, 1516, 1020]
column-divider [404, 46, 405, 2309]
headline-snow: ΚΑΤΕΚΛΑΥΘΗΣΑΝ ΥΠΟ ΤΟΥ ΟΓΚΟΥ ΧΙΟΝΙΩΝ [417, 1848, 574, 1876]
headline-indonesia: 27 ΝΕΚΡΟΙ ΚΑΙ 16 ΤΡΑΥΜΑΤΙΑΙ ΕΙΣ ΤΗΝ ΙΝΔΟΝΗΣΙΑΝ ΕΙΣ ΣΥΓΚΡΟΥΣΙΝ ΣΤΡΑΤΟΥ ΚΑΙ ΜΟΥΣΟΥΛΜΑΝΩΝ ΦΑΝΑΤΙΚΩΝ ΟΠΑΔΩΝ ΤΟΥ ΘΕΣΜΟΥ ΤΗΣ ΠΟΛΥΓΑΜΙΑΣ [1179, 1532, 1498, 1589]
